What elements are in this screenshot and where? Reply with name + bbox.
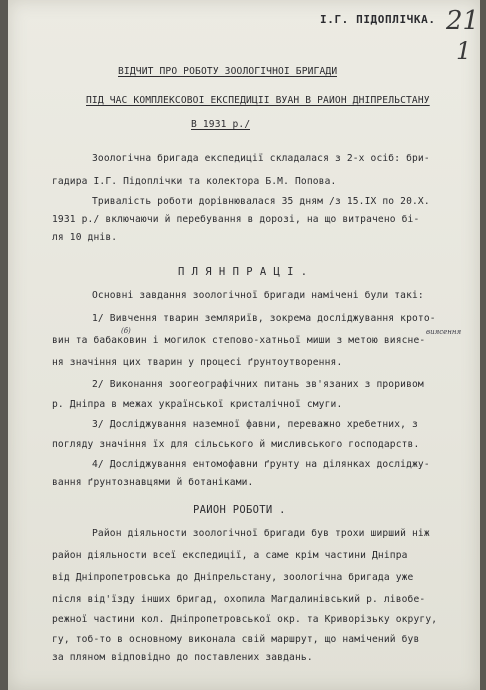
text-line: вання ґрунтознавцями й ботаніками. <box>52 477 254 488</box>
text-line: гу, тоб-то в основному виконала свій маршрут, що намічений був <box>52 634 420 645</box>
report-subtitle: ПІД ЧАС КОМПЛЕКСОВОЇ ЕКСПЕДИЦІЇ ВУАН В РАЙОН ДНІПРЕЛЬСТАНУ <box>86 95 430 106</box>
text-line: 1/ Вивчення тварин земляриїв, зокрема досліджування крото- <box>92 313 436 324</box>
text-line: ня значіння цих тварин у процесі ґрунтоутворення. <box>52 357 343 368</box>
region-heading: РАЙОН РОБОТИ . <box>193 504 286 516</box>
document-page <box>8 0 480 690</box>
handwritten-annotation: (б) <box>121 327 131 335</box>
report-year: В 1931 р./ <box>191 119 251 130</box>
archive-page-mark: 21 <box>446 6 480 36</box>
text-line: 2/ Виконання зоогеографічних питань зв'язаних з проривом <box>92 379 424 390</box>
text-line: 3/ Досліджування наземної фавни, переважно хребетних, з <box>92 419 418 430</box>
text-line: від Дніпропетровська до Дніпрельстану, зоологічна бригада уже <box>52 572 414 583</box>
text-line: після від'їзду інших бригад, охопила Магдалинівський р. лівобе- <box>52 594 426 605</box>
text-line: 4/ Досліджування ентомофавни ґрунту на ділянках досліджу- <box>92 459 430 470</box>
text-line: гадира І.Г. Підоплічки та колектора Б.М. Попова. <box>52 176 337 187</box>
author-header: І.Г. ПІДОПЛІЧКА. <box>320 14 436 26</box>
text-line: Район діяльности зоологічної бригади був трохи ширший ніж <box>92 528 430 539</box>
report-title: ВІДЧИТ ПРО РОБОТУ ЗООЛОГІЧНОЇ БРИГАДИ <box>118 66 338 77</box>
plan-heading: П Л Я Н П Р А Ц І . <box>178 266 308 278</box>
text-line: Тривалість роботи дорівнювалася 35 дням /з 15.IX по 20.X. <box>92 196 430 207</box>
archive-folio-mark: 1 <box>456 37 472 65</box>
text-line: ля 10 днів. <box>52 232 118 243</box>
text-line: 1931 р./ включаючи й перебування в дорозі, на що витрачено бі- <box>52 214 420 225</box>
text-line: вин та бабаковин і могилок степово-хатньої миши з метою виясне- <box>52 335 426 346</box>
text-line: район діяльности всеї експедиції, а саме крім частини Дніпра <box>52 550 408 561</box>
text-line: Основні завдання зоологічної бригади намічені були такі: <box>92 290 424 301</box>
text-line: Зоологічна бригада експедиції складалася з 2-х осіб: бри- <box>92 153 430 164</box>
handwritten-annotation: виясення <box>426 328 462 336</box>
text-line: режної частини кол. Дніпропетровської окр. та Криворізьку округу, <box>52 614 438 625</box>
text-line: погляду значіння їх для сільського й мисливського господарств. <box>52 439 420 450</box>
text-line: за пляном відповідно до поставлених завдань. <box>52 652 313 663</box>
text-line: р. Дніпра в межах української кристалічної смуги. <box>52 399 343 410</box>
